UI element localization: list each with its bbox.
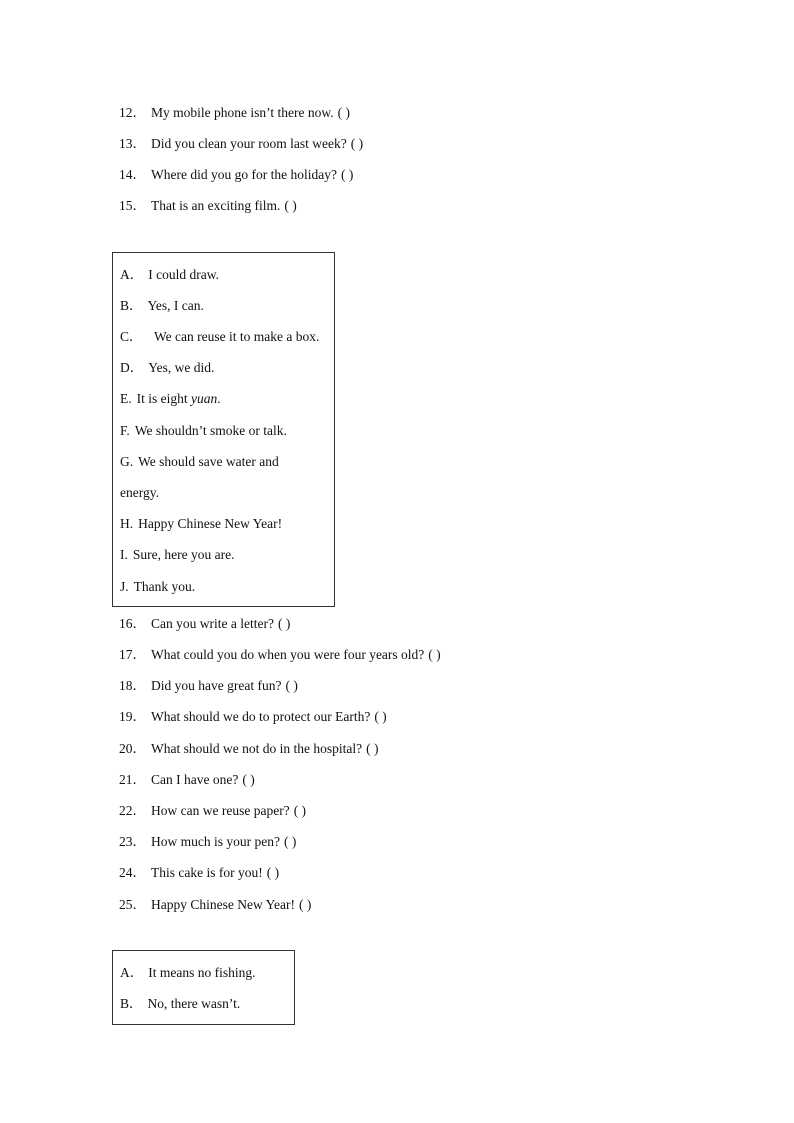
answer-blank[interactable]: ( ) xyxy=(374,709,387,724)
question-text: Did you clean your room last week? xyxy=(151,136,347,151)
option-a xyxy=(120,267,219,283)
option-i xyxy=(120,547,234,563)
option-text: Sure, here you are. xyxy=(132,547,235,562)
answer-blank[interactable]: ( ) xyxy=(340,167,354,182)
option-text: Yes, I can. xyxy=(147,298,204,313)
option-label: D． xyxy=(120,360,144,375)
option-text: It is eight xyxy=(136,391,191,406)
option-g-continued xyxy=(120,485,159,501)
question-25 xyxy=(119,897,311,913)
question-number: 23． xyxy=(119,834,146,849)
answer-blank[interactable]: ( ) xyxy=(285,678,298,693)
question-text: How much is your pen? xyxy=(151,834,280,849)
option-label: J. xyxy=(120,579,129,594)
answer-blank[interactable]: ( ) xyxy=(266,865,280,880)
options-box-next xyxy=(112,950,295,1025)
option-g xyxy=(120,454,279,470)
question-text: Happy Chinese New Year! xyxy=(151,897,295,912)
question-number: 13． xyxy=(119,136,146,151)
question-21 xyxy=(119,772,255,788)
option-label: G. xyxy=(120,454,134,469)
option-label: C． xyxy=(120,329,143,344)
question-number: 19． xyxy=(119,709,146,724)
question-12 xyxy=(119,105,350,121)
question-number: 20． xyxy=(119,741,146,756)
answer-blank[interactable]: ( ) xyxy=(277,616,291,631)
option-text: Happy Chinese New Year! xyxy=(138,516,283,531)
option-label: A． xyxy=(120,267,144,282)
option-text: No, there wasn’t. xyxy=(147,996,241,1011)
question-text: My mobile phone isn’t there now. xyxy=(151,105,334,120)
option-text: Yes, we did. xyxy=(148,360,215,375)
option-label: E. xyxy=(120,391,132,406)
question-number: 15． xyxy=(119,198,146,213)
options-box-a-j xyxy=(112,252,335,607)
answer-blank[interactable]: ( ) xyxy=(366,741,379,756)
answer-blank[interactable]: ( ) xyxy=(350,136,364,151)
question-15 xyxy=(119,198,297,214)
question-text: Did you have great fun? xyxy=(151,678,282,693)
option-b xyxy=(120,298,204,314)
question-text: Can I have one? xyxy=(151,772,239,787)
option-text: Thank you. xyxy=(133,579,196,594)
option-label: F. xyxy=(120,423,130,438)
question-number: 12． xyxy=(119,105,146,120)
question-17 xyxy=(119,647,441,663)
question-text: This cake is for you! xyxy=(151,865,263,880)
answer-blank[interactable]: ( ) xyxy=(298,897,312,912)
question-13 xyxy=(119,136,363,152)
question-24 xyxy=(119,865,279,881)
question-14 xyxy=(119,167,353,183)
answer-blank[interactable]: ( ) xyxy=(242,772,255,787)
option-label: H. xyxy=(120,516,134,531)
option-d xyxy=(120,360,214,376)
option-label: B． xyxy=(120,996,143,1011)
answer-blank[interactable]: ( ) xyxy=(337,105,350,120)
option-text: We should save water and xyxy=(138,454,279,469)
question-text: What should we not do in the hospital? xyxy=(151,741,363,756)
question-16 xyxy=(119,616,290,632)
answer-blank[interactable]: ( ) xyxy=(283,834,297,849)
question-20 xyxy=(119,741,378,757)
option-text-tail: . xyxy=(217,391,221,406)
question-text: What should we do to protect our Earth? xyxy=(151,709,371,724)
question-23 xyxy=(119,834,296,850)
question-number: 21． xyxy=(119,772,146,787)
question-number: 24． xyxy=(119,865,146,880)
question-22 xyxy=(119,803,306,819)
question-number: 18． xyxy=(119,678,146,693)
option-e xyxy=(120,391,221,407)
option-label: I. xyxy=(120,547,128,562)
question-text: Where did you go for the holiday? xyxy=(151,167,337,182)
option-text: energy. xyxy=(120,485,159,500)
answer-blank[interactable]: ( ) xyxy=(428,647,441,662)
option-text: We can reuse it to make a box. xyxy=(147,329,320,344)
question-number: 14． xyxy=(119,167,146,182)
option-b xyxy=(120,996,240,1012)
option-text: I could draw. xyxy=(148,267,219,282)
option-c xyxy=(120,329,319,345)
option-j xyxy=(120,579,195,595)
option-text-italic: yuan xyxy=(191,391,218,406)
option-text: We shouldn’t smoke or talk. xyxy=(134,423,287,438)
answer-blank[interactable]: ( ) xyxy=(293,803,307,818)
option-label: B． xyxy=(120,298,143,313)
option-f xyxy=(120,423,287,439)
question-text: What could you do when you were four years old? xyxy=(151,647,425,662)
option-label: A． xyxy=(120,965,144,980)
question-number: 16． xyxy=(119,616,146,631)
question-text: Can you write a letter? xyxy=(151,616,274,631)
answer-blank[interactable]: ( ) xyxy=(284,198,297,213)
option-text: It means no fishing. xyxy=(148,965,256,980)
question-text: How can we reuse paper? xyxy=(151,803,290,818)
question-number: 25． xyxy=(119,897,146,912)
question-text: That is an exciting film. xyxy=(151,198,281,213)
option-a xyxy=(120,965,256,981)
question-18 xyxy=(119,678,298,694)
question-19 xyxy=(119,709,387,725)
question-number: 22． xyxy=(119,803,146,818)
question-number: 17． xyxy=(119,647,146,662)
option-h xyxy=(120,516,282,532)
